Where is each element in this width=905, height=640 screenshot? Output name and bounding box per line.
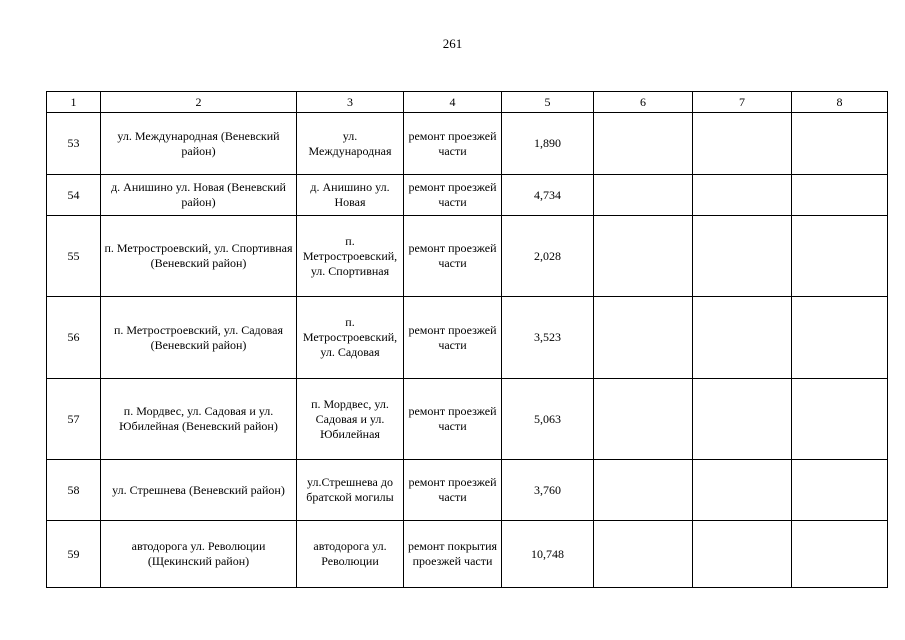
column-6-cell: [594, 379, 693, 460]
location-cell: п. Метростроевский, ул. Садовая (Веневский район): [101, 297, 297, 379]
work-type-cell: ремонт проезжей части: [404, 175, 502, 216]
column-header: 2: [101, 92, 297, 113]
table-row: [47, 216, 888, 297]
location-cell: д. Анишино ул. Новая (Веневский район): [101, 175, 297, 216]
length-cell: 3,760: [502, 460, 594, 521]
location-cell: п. Мордвес, ул. Садовая и ул. Юбилейная (Веневский район): [101, 379, 297, 460]
page-number: 261: [442, 36, 463, 51]
length-cell: 5,063: [502, 379, 594, 460]
column-header: 1: [47, 92, 101, 113]
table-row: [47, 297, 888, 379]
column-header: 6: [594, 92, 693, 113]
column-8-cell: [792, 460, 888, 521]
location-cell: п. Метростроевский, ул. Спортивная (Веневский район): [101, 216, 297, 297]
column-8-cell: [792, 297, 888, 379]
column-7-cell: [693, 460, 792, 521]
column-6-cell: [594, 521, 693, 588]
length-cell: 2,028: [502, 216, 594, 297]
column-6-cell: [594, 460, 693, 521]
column-header: 3: [297, 92, 404, 113]
object-cell: ул.Стрешнева до братской могилы: [297, 460, 404, 521]
length-cell: 4,734: [502, 175, 594, 216]
table-row: [47, 175, 888, 216]
column-8-cell: [792, 113, 888, 175]
work-type-cell: ремонт проезжей части: [404, 460, 502, 521]
row-number-cell: 55: [47, 216, 101, 297]
column-header: 5: [502, 92, 594, 113]
column-7-cell: [693, 175, 792, 216]
column-8-cell: [792, 175, 888, 216]
road-repair-table: [46, 91, 888, 588]
column-7-cell: [693, 297, 792, 379]
header-row: [47, 92, 888, 113]
length-cell: 10,748: [502, 521, 594, 588]
column-6-cell: [594, 216, 693, 297]
row-number-cell: 54: [47, 175, 101, 216]
column-7-cell: [693, 216, 792, 297]
length-cell: 1,890: [502, 113, 594, 175]
row-number-cell: 53: [47, 113, 101, 175]
column-8-cell: [792, 379, 888, 460]
column-header: 8: [792, 92, 888, 113]
work-type-cell: ремонт покрытия проезжей части: [404, 521, 502, 588]
object-cell: ул. Международная: [297, 113, 404, 175]
column-header: 7: [693, 92, 792, 113]
work-type-cell: ремонт проезжей части: [404, 113, 502, 175]
column-6-cell: [594, 113, 693, 175]
object-cell: д. Анишино ул. Новая: [297, 175, 404, 216]
column-7-cell: [693, 521, 792, 588]
column-7-cell: [693, 113, 792, 175]
column-7-cell: [693, 379, 792, 460]
table-row: [47, 460, 888, 521]
location-cell: ул. Международная (Веневский район): [101, 113, 297, 175]
column-8-cell: [792, 521, 888, 588]
location-cell: автодорога ул. Революции (Щекинский район): [101, 521, 297, 588]
object-cell: п. Мордвес, ул. Садовая и ул. Юбилейная: [297, 379, 404, 460]
object-cell: п. Метростроевский, ул. Спортивная: [297, 216, 404, 297]
table-row: [47, 379, 888, 460]
object-cell: автодорога ул. Революции: [297, 521, 404, 588]
row-number-cell: 58: [47, 460, 101, 521]
column-header: 4: [404, 92, 502, 113]
table-row: [47, 521, 888, 588]
work-type-cell: ремонт проезжей части: [404, 379, 502, 460]
object-cell: п. Метростроевский, ул. Садовая: [297, 297, 404, 379]
column-6-cell: [594, 297, 693, 379]
length-cell: 3,523: [502, 297, 594, 379]
table-row: [47, 113, 888, 175]
row-number-cell: 56: [47, 297, 101, 379]
location-cell: ул. Стрешнева (Веневский район): [101, 460, 297, 521]
column-6-cell: [594, 175, 693, 216]
column-8-cell: [792, 216, 888, 297]
work-type-cell: ремонт проезжей части: [404, 297, 502, 379]
row-number-cell: 57: [47, 379, 101, 460]
work-type-cell: ремонт проезжей части: [404, 216, 502, 297]
row-number-cell: 59: [47, 521, 101, 588]
